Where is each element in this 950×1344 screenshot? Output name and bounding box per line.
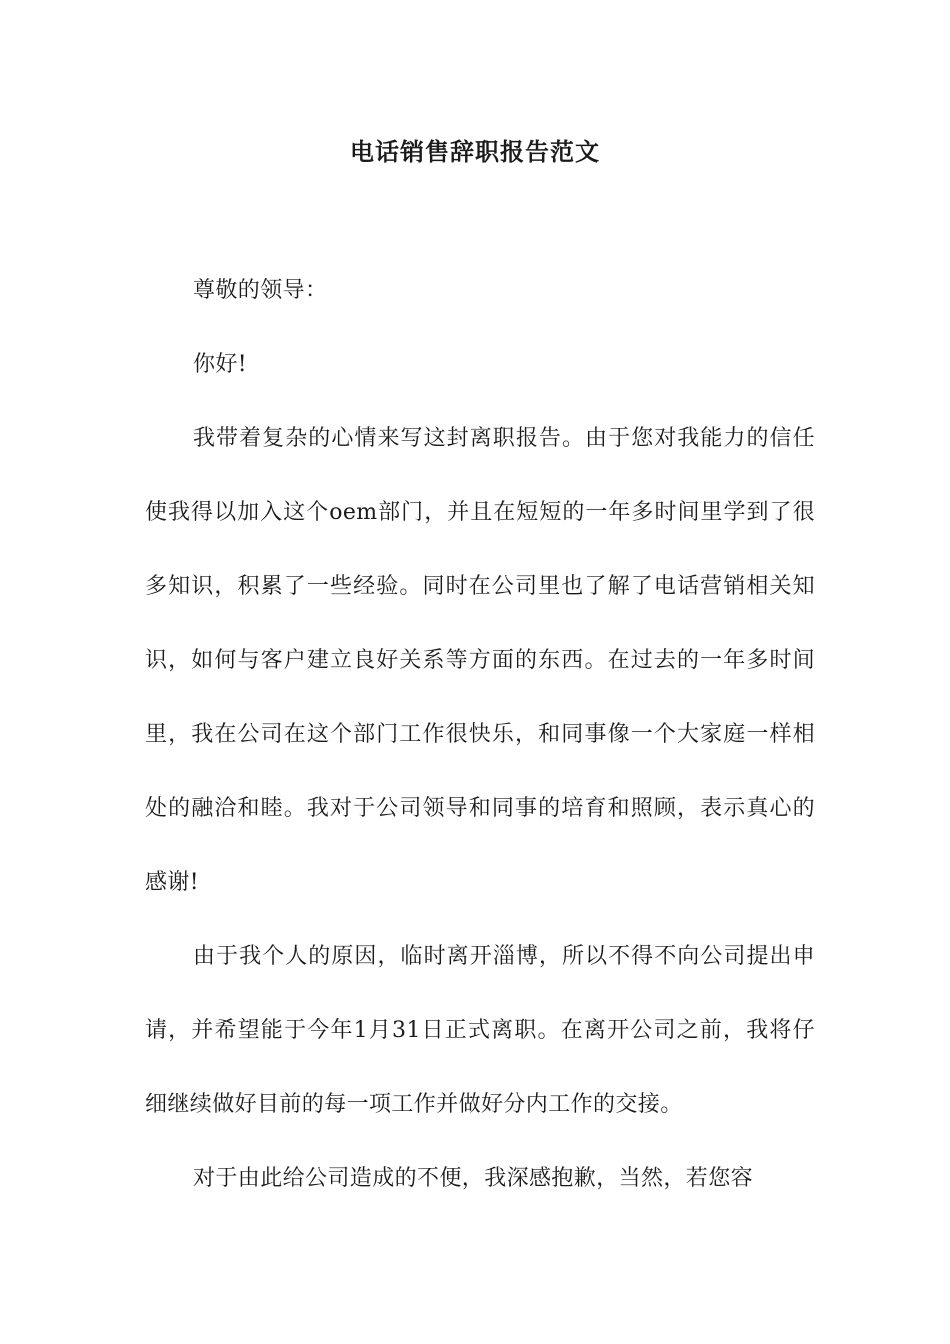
paragraph: 我带着复杂的心情来写这封离职报告。由于您对我能力的信任使我得以加入这个oem部门，并且在短短的一年多时间里学到了很多知识，积累了一些经验。同时在公司里也了解了电话营销相关知识，如何与客户建立良好关系等方面的东西。在过去的一年多时间里，我在公司在这个部门工作很快乐，和同事像一个大家庭一样相处的融洽和睦。我对于公司领导和同事的培育和照顾，表示真心的感谢! xyxy=(145,426,815,895)
greeting: 你好! xyxy=(193,352,248,377)
paragraph: 对于由此给公司造成的不便，我深感抱歉，当然，若您容 xyxy=(193,1166,754,1191)
document-body xyxy=(145,254,815,1216)
salutation: 尊敬的领导： xyxy=(193,278,328,303)
paragraph: 由于我个人的原因，临时离开淄博，所以不得不向公司提出申请，并希望能于今年1月31日正式离职。在离开公司之前，我将仔细继续做好目前的每一项工作并做好分内工作的交接。 xyxy=(145,944,815,1117)
document-title: 电话销售辞职报告范文 xyxy=(350,137,600,166)
